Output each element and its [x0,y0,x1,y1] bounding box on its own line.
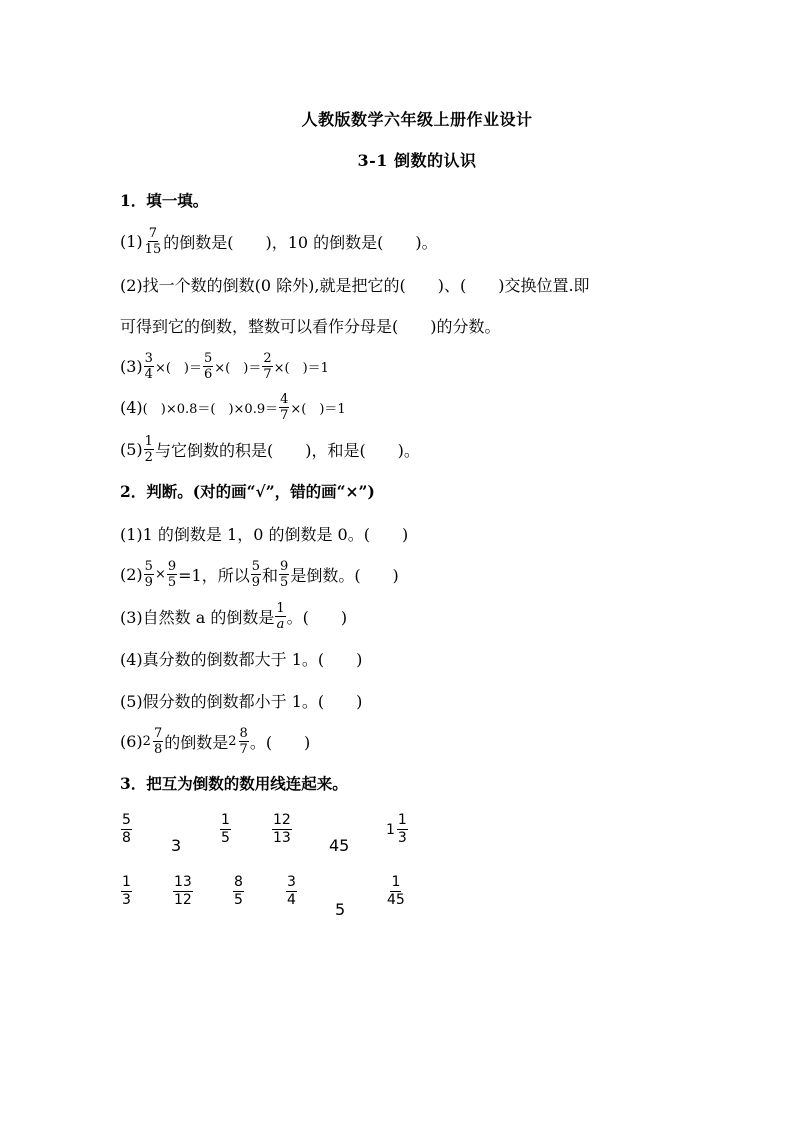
s2-q1: (1)1 的倒数是 1，0 的倒数是 0。( ) [120,524,409,544]
s2-q6: (6) 2 $\frac{7}{8}$ 的倒数是 2 $\frac{8}{7}$ 。( ) [120,725,311,757]
match-item-3: 3 [171,836,182,855]
match-item-5-8: $\frac{5}{8}$ [122,812,131,846]
fraction: $\frac{9}{5}$ [280,558,289,590]
s2-q4: (4)真分数的倒数都大于 1。( ) [120,649,363,669]
s1-q5: (5) $\frac{1}{2}$ 与它倒数的积是( )，和是( )。 [120,433,420,465]
section2-heading: 2．判断。(对的画“√”，错的画“×”) [120,482,375,501]
s1-q1: (1) $\frac{7}{15}$ 的倒数是( )，10 的倒数是( )。 [120,225,438,257]
fraction: $\frac{7}{15}$ [144,225,162,257]
s1-q2-line2: 可得到它的倒数，整数可以看作分母是( )的分数。 [120,316,501,336]
s1-q3: (3) $\frac{3}{4}$ ×( )＝ $\frac{5}{6}$ ×( )＝ $\frac{2}{7}$ ×( )＝1 [120,350,329,382]
match-item-5: 5 [335,900,346,919]
match-item-1-5: $\frac{1}{5}$ [221,812,230,846]
page-subtitle: 3-1 倒数的认识 [357,151,477,170]
mixed-number: 2 $\frac{7}{8}$ [142,725,163,757]
match-item-45: 45 [329,836,350,855]
fraction: $\frac{3}{4}$ [144,350,153,382]
match-item-8-5: $\frac{8}{5}$ [234,874,243,908]
match-item-1-45: $\frac{1}{45}$ [387,874,405,908]
fraction: $\frac{5}{6}$ [204,350,213,382]
fraction: $\frac{1}{a}$ [276,600,285,632]
match-item-13-12: $\frac{13}{12}$ [174,874,192,908]
fraction: $\frac{4}{7}$ [280,391,289,423]
section3-heading: 3．把互为倒数的数用线连起来。 [120,774,348,793]
match-item-3-4: $\frac{3}{4}$ [287,874,296,908]
s1-q2-line1: (2)找一个数的倒数(0 除外),就是把它的( )、( )交换位置.即 [120,275,590,295]
match-item-1-1-3: 1 $\frac{1}{3}$ [386,812,407,846]
match-item-12-13: $\frac{12}{13}$ [273,812,291,846]
mixed-number: 2 $\frac{8}{7}$ [228,725,248,757]
fraction: $\frac{1}{2}$ [144,433,153,465]
section1-heading: 1．填一填。 [120,191,209,210]
page-title: 人教版数学六年级上册作业设计 [301,110,533,129]
fraction: $\frac{5}{9}$ [251,558,261,590]
fraction: $\frac{9}{5}$ [167,558,177,590]
s2-q5: (5)假分数的倒数都小于 1。( ) [120,691,363,711]
s2-q3: (3)自然数 a 的倒数是 $\frac{1}{a}$ 。( ) [120,600,348,632]
s2-q2: (2) $\frac{5}{9}$ × $\frac{9}{5}$ =1，所以 $\frac{5}{9}$ 和 $\frac{9}{5}$ 是倒数。( ) [120,558,399,590]
fraction: $\frac{5}{9}$ [144,558,153,590]
s1-q4: (4) ( )×0.8＝( )×0.9＝ $\frac{4}{7}$ ×( )＝1 [120,391,346,423]
match-item-1-3: $\frac{1}{3}$ [122,874,131,908]
fraction: $\frac{2}{7}$ [263,350,272,382]
